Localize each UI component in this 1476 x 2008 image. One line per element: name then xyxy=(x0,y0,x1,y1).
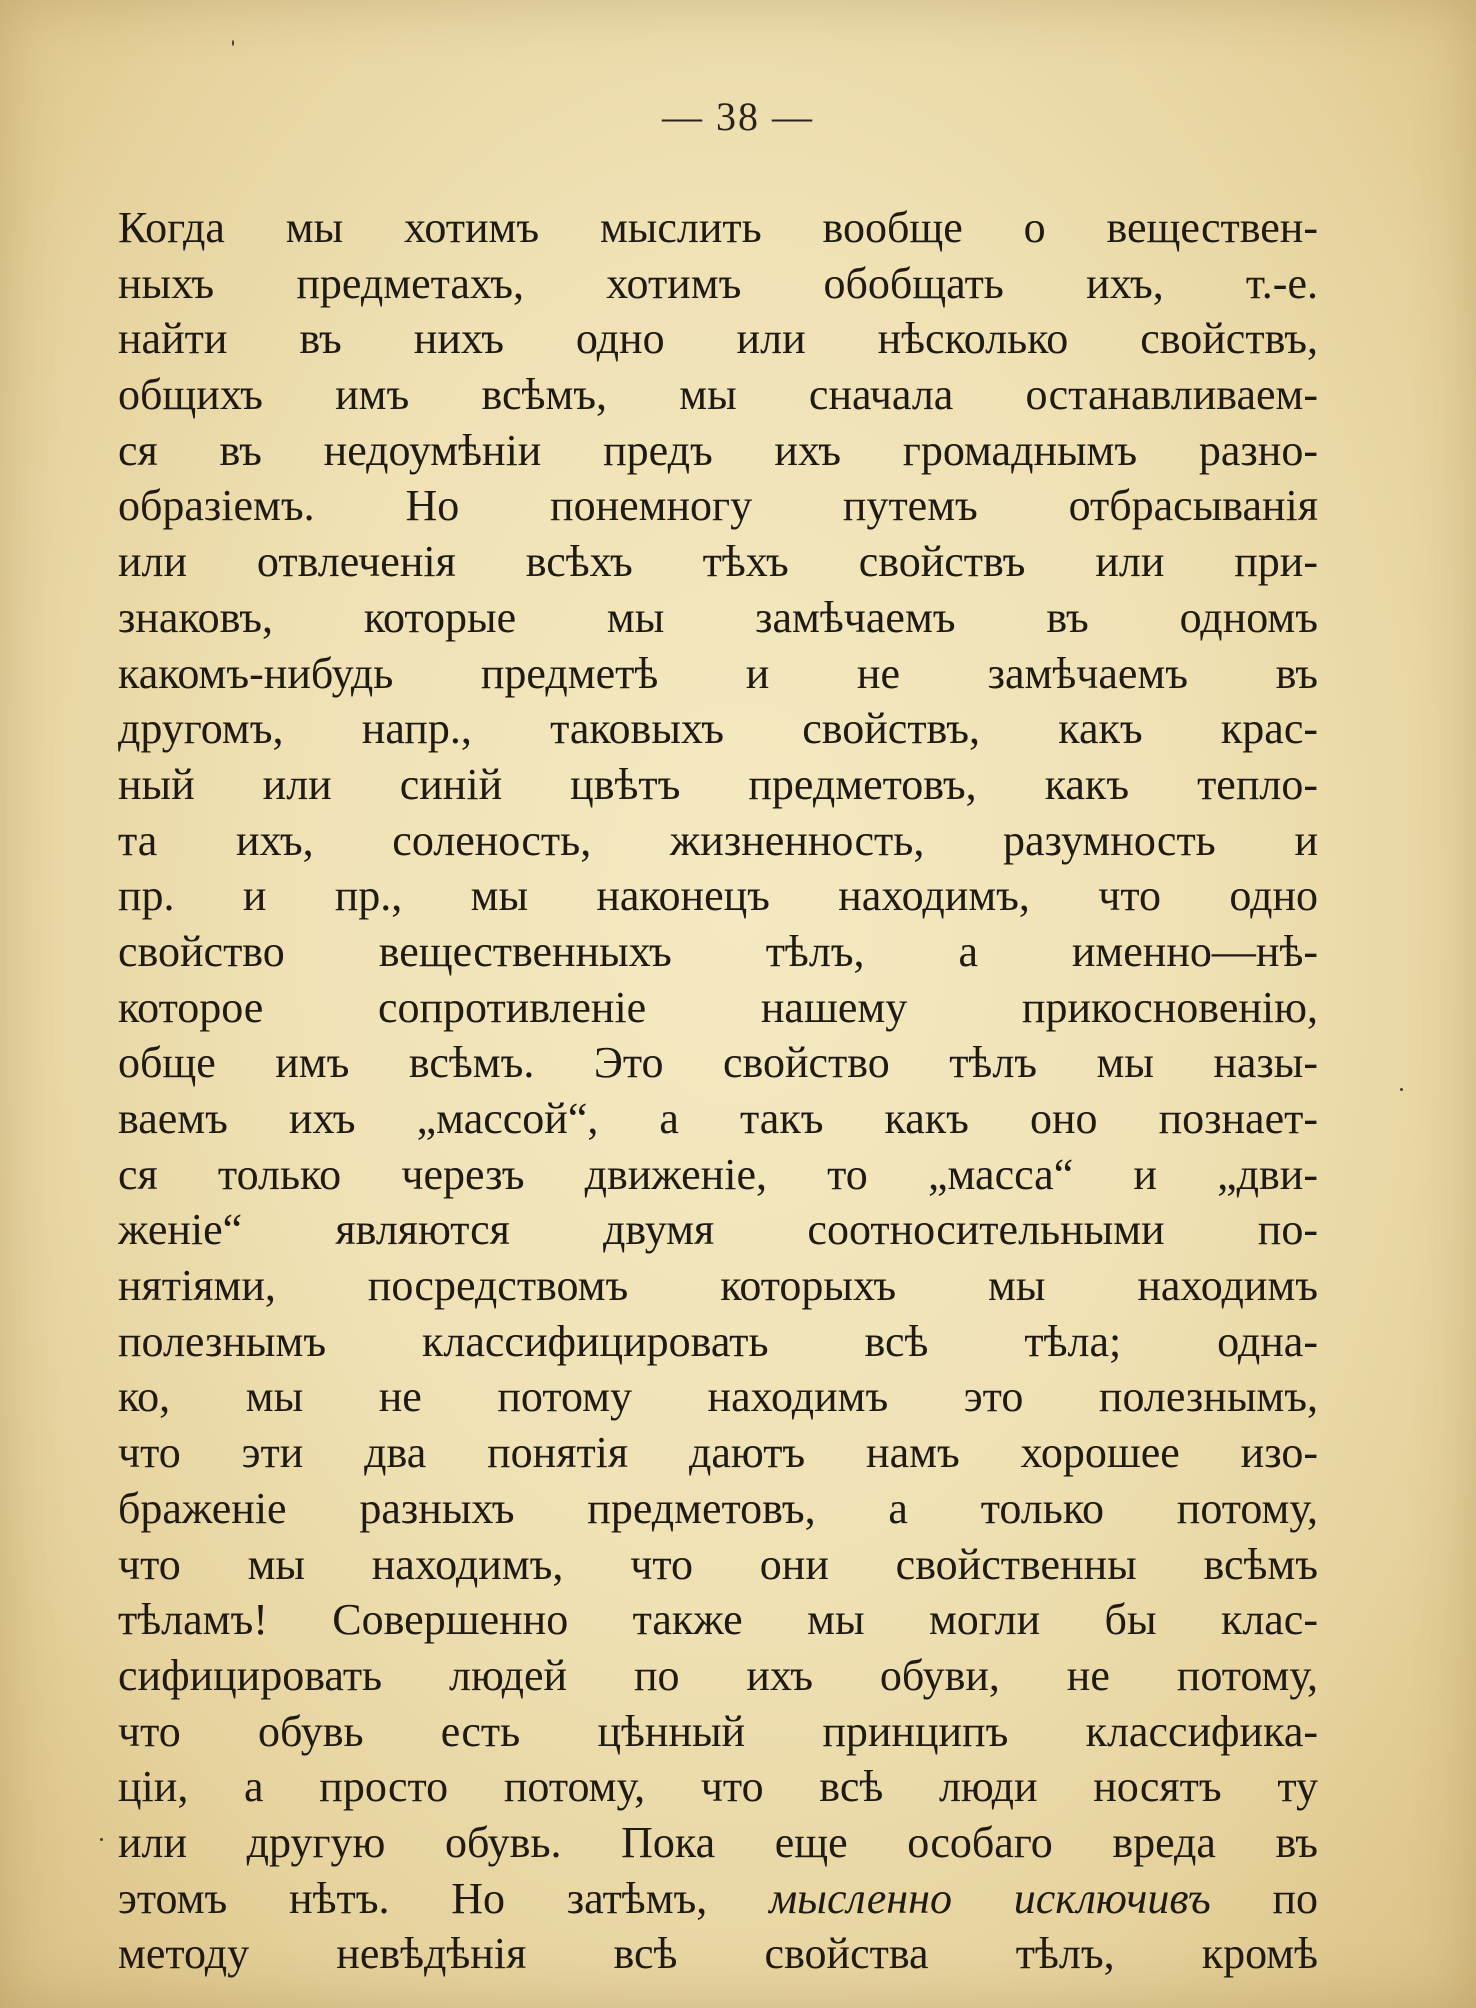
text-line: та ихъ, соленость, жизненность, разумность и xyxy=(118,815,1318,865)
text-line: что мы находимъ, что они свойственны всѣмъ xyxy=(118,1539,1318,1589)
page-number: — 38 — xyxy=(662,94,814,139)
text-line: знаковъ, которые мы замѣчаемъ въ одномъ xyxy=(118,592,1318,642)
text-line: найти въ нихъ одно или нѣсколько свойствъ, xyxy=(118,314,1318,364)
text-line: что обувь есть цѣнный принципъ классифика- xyxy=(118,1706,1318,1756)
text-line: или отвлеченія всѣхъ тѣхъ свойствъ или при- xyxy=(118,537,1318,587)
text-line: сифицировать людей по ихъ обуви, не потому, xyxy=(118,1650,1318,1700)
text-line: или другую обувь. Пока еще особаго вреда въ xyxy=(118,1817,1318,1867)
text-line-mixed xyxy=(118,1871,1318,1927)
text-line: ныхъ предметахъ, хотимъ обобщать ихъ, т.-е. xyxy=(118,258,1318,308)
text-line: тѣламъ! Совершенно также мы могли бы клас- xyxy=(118,1595,1318,1645)
text-line: общихъ имъ всѣмъ, мы сначала останавливаем- xyxy=(118,370,1318,420)
text-line: какомъ-нибудь предметѣ и не замѣчаемъ въ xyxy=(118,648,1318,698)
text-line: ся въ недоумѣніи предъ ихъ громаднымъ разно- xyxy=(118,425,1318,475)
text-line: ко, мы не потому находимъ это полезнымъ, xyxy=(118,1372,1318,1422)
paper-speck xyxy=(1400,1088,1403,1091)
text-line: ціи, а просто потому, что всѣ люди носятъ ту xyxy=(118,1762,1318,1812)
text-line: женіе“ являются двумя соотносительными по- xyxy=(118,1205,1318,1255)
text-line: Когда мы хотимъ мыслить вообще о веществен- xyxy=(118,203,1318,252)
text-line: пр. и пр., мы наконецъ находимъ, что одно xyxy=(118,871,1318,921)
text-line: свойство вещественныхъ тѣлъ, а именно—нѣ- xyxy=(118,926,1318,976)
text-line: браженіе разныхъ предметовъ, а только потому, xyxy=(118,1483,1318,1533)
text-line: обще имъ всѣмъ. Это свойство тѣлъ мы назы- xyxy=(118,1038,1318,1088)
text-line: что эти два понятія даютъ намъ хорошее изо- xyxy=(118,1428,1318,1478)
text-line: ся только черезъ движеніе, то „масса“ и „дви- xyxy=(118,1149,1318,1199)
italic-emphasis: мысленно исключивъ xyxy=(769,1873,1211,1923)
text-line: нятіями, посредствомъ которыхъ мы находимъ xyxy=(118,1261,1318,1311)
text-line: ваемъ ихъ „массой“, а такъ какъ оно познает- xyxy=(118,1094,1318,1143)
text-line: которое сопротивленіе нашему прикосновенію, xyxy=(118,982,1318,1032)
paper-speck xyxy=(232,40,234,46)
text-segment: по xyxy=(1272,1873,1318,1923)
body-text xyxy=(118,200,1318,1982)
text-line: другомъ, напр., таковыхъ свойствъ, какъ крас- xyxy=(118,704,1318,754)
text-line: полезнымъ классифицировать всѣ тѣла; одна- xyxy=(118,1316,1318,1366)
text-line: методу невѣдѣнія всѣ свойства тѣлъ, кромѣ xyxy=(118,1929,1318,1979)
text-segment: этомъ нѣтъ. Но затѣмъ, xyxy=(118,1873,708,1923)
text-line: образіемъ. Но понемногу путемъ отбрасыванія xyxy=(118,481,1318,531)
paper-speck xyxy=(100,1838,103,1841)
text-line: ный или синій цвѣтъ предметовъ, какъ тепло- xyxy=(118,759,1318,809)
